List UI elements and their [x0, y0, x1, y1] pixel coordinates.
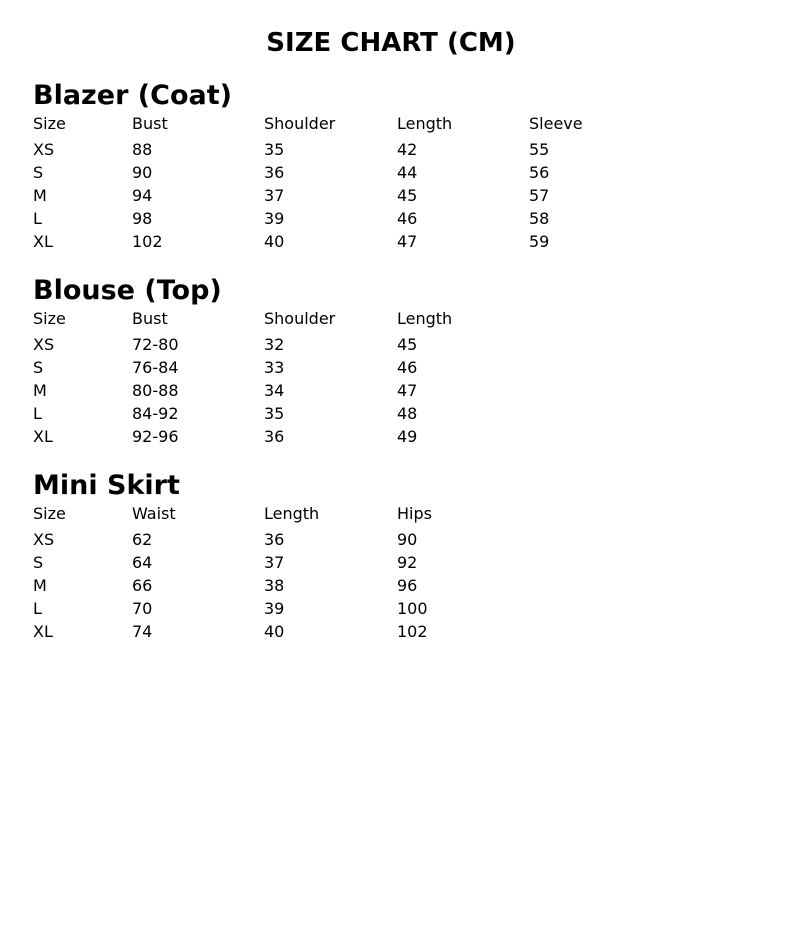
table-cell: 92 [397, 553, 418, 572]
column-header: Bust [132, 114, 168, 133]
table-cell: XS [33, 335, 55, 354]
column-header: Size [33, 114, 66, 133]
table-cell: 59 [529, 232, 550, 251]
table-cell: M [33, 576, 47, 595]
table-cell: XL [33, 232, 53, 251]
column-header: Size [33, 309, 66, 328]
table-cell: M [33, 381, 47, 400]
table-cell: 102 [397, 622, 428, 641]
table-cell: 102 [132, 232, 163, 251]
table-row [33, 425, 733, 448]
table-cell: L [33, 404, 42, 423]
table-row [33, 184, 733, 207]
table-row [33, 333, 733, 356]
table-cell: 98 [132, 209, 153, 228]
column-header: Length [397, 309, 453, 328]
table-row [33, 402, 733, 425]
column-header: Shoulder [264, 309, 336, 328]
table-cell: 72-80 [132, 335, 179, 354]
table-cell: 39 [264, 209, 285, 228]
blouse-section [33, 276, 733, 448]
table-cell: 74 [132, 622, 153, 641]
table-cell: 33 [264, 358, 285, 377]
column-header: Waist [132, 504, 176, 523]
table-cell: 47 [397, 232, 418, 251]
table-cell: 36 [264, 427, 285, 446]
column-header: Sleeve [529, 114, 583, 133]
table-cell: 90 [132, 163, 153, 182]
table-cell: L [33, 209, 42, 228]
table-row [33, 620, 733, 643]
table-cell: 94 [132, 186, 153, 205]
table-cell: 92-96 [132, 427, 179, 446]
table-cell: L [33, 599, 42, 618]
table-cell: 44 [397, 163, 418, 182]
table-cell: XL [33, 427, 53, 446]
table-row [33, 597, 733, 620]
table-cell: 45 [397, 186, 418, 205]
table-cell: 88 [132, 140, 153, 159]
table-cell: 56 [529, 163, 550, 182]
section-title: Blazer (Coat) [33, 80, 232, 111]
column-header: Bust [132, 309, 168, 328]
table-row [33, 528, 733, 551]
table-cell: 47 [397, 381, 418, 400]
table-row [33, 161, 733, 184]
table-cell: 32 [264, 335, 285, 354]
table-cell: S [33, 163, 44, 182]
table-cell: 35 [264, 140, 285, 159]
column-header: Hips [397, 504, 432, 523]
table-header-row [33, 502, 733, 525]
table-cell: 46 [397, 358, 418, 377]
mini-skirt-section [33, 471, 733, 643]
table-cell: 49 [397, 427, 418, 446]
table-cell: 42 [397, 140, 418, 159]
table-cell: 64 [132, 553, 153, 572]
table-cell: XS [33, 530, 55, 549]
section-title: Mini Skirt [33, 470, 180, 501]
table-cell: 36 [264, 163, 285, 182]
table-row [33, 207, 733, 230]
table-cell: 80-88 [132, 381, 179, 400]
table-cell: 45 [397, 335, 418, 354]
table-cell: XL [33, 622, 53, 641]
table-cell: 37 [264, 553, 285, 572]
table-cell: 96 [397, 576, 418, 595]
table-cell: 35 [264, 404, 285, 423]
table-cell: 40 [264, 622, 285, 641]
table-cell: 36 [264, 530, 285, 549]
blazer-section [33, 81, 733, 253]
table-cell: 76-84 [132, 358, 179, 377]
table-row [33, 379, 733, 402]
table-cell: 90 [397, 530, 418, 549]
table-cell: 70 [132, 599, 153, 618]
column-header: Size [33, 504, 66, 523]
section-title: Blouse (Top) [33, 275, 222, 306]
table-cell: 57 [529, 186, 550, 205]
table-row [33, 230, 733, 253]
page-title: SIZE CHART (CM) [266, 28, 516, 58]
table-header-row [33, 112, 733, 135]
table-cell: XS [33, 140, 55, 159]
table-cell: 84-92 [132, 404, 179, 423]
table-row [33, 574, 733, 597]
table-cell: M [33, 186, 47, 205]
table-cell: 48 [397, 404, 418, 423]
table-cell: 40 [264, 232, 285, 251]
table-cell: S [33, 358, 44, 377]
table-cell: 39 [264, 599, 285, 618]
table-cell: 34 [264, 381, 285, 400]
table-row [33, 356, 733, 379]
table-cell: S [33, 553, 44, 572]
table-cell: 46 [397, 209, 418, 228]
table-header-row [33, 307, 733, 330]
table-row [33, 551, 733, 574]
table-cell: 58 [529, 209, 550, 228]
column-header: Length [397, 114, 453, 133]
table-cell: 66 [132, 576, 153, 595]
table-cell: 38 [264, 576, 285, 595]
column-header: Length [264, 504, 320, 523]
column-header: Shoulder [264, 114, 336, 133]
table-cell: 55 [529, 140, 550, 159]
table-cell: 100 [397, 599, 428, 618]
table-cell: 62 [132, 530, 153, 549]
table-row [33, 138, 733, 161]
table-cell: 37 [264, 186, 285, 205]
